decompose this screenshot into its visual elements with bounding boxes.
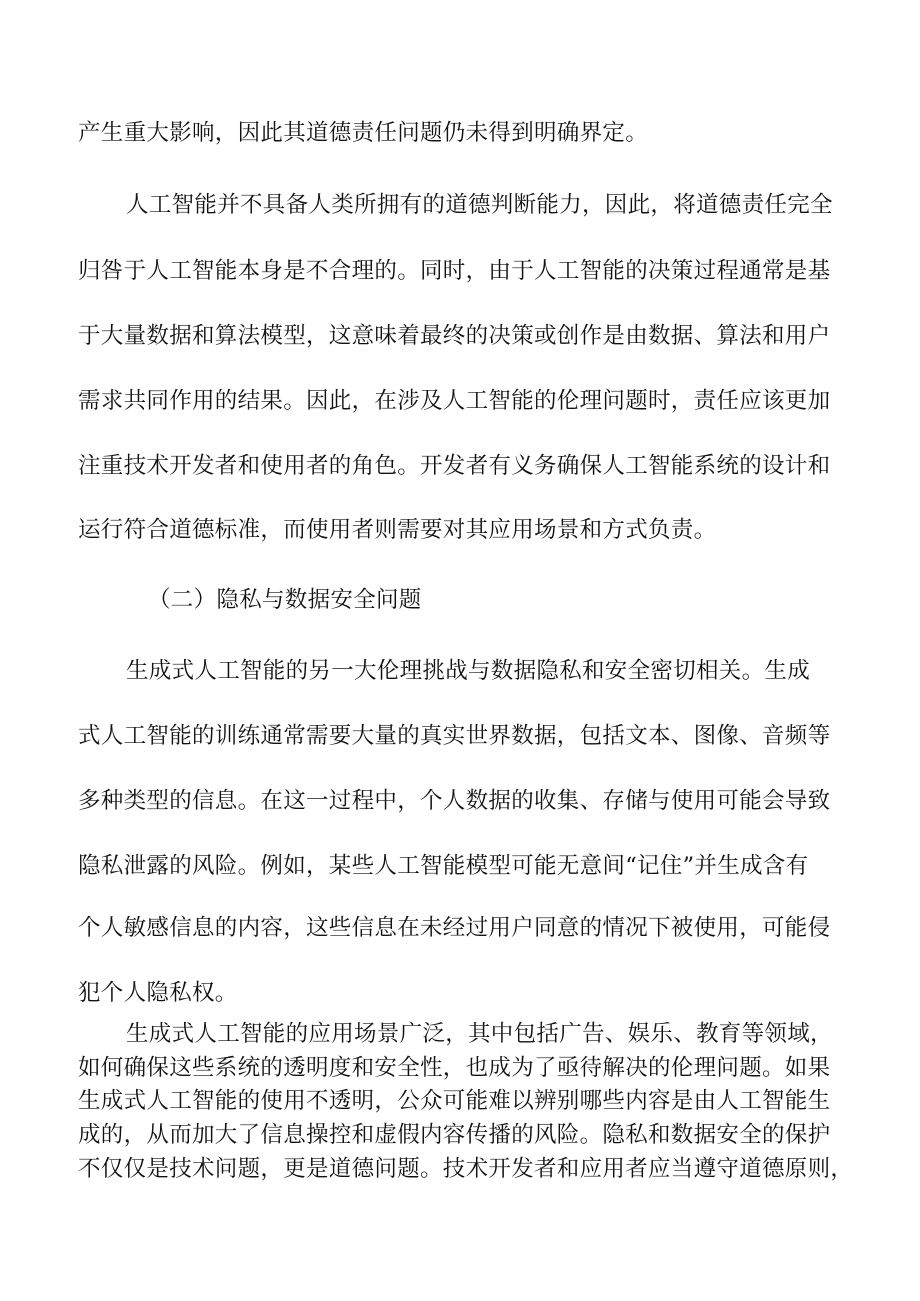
paragraph-line: 归咎于人工智能本身是不合理的。同时，由于人工智能的决策过程通常是基 <box>78 258 831 284</box>
paragraph-line: 生成式人工智能的另一大伦理挑战与数据隐私和安全密切相关。生成 <box>126 658 811 684</box>
paragraph-line: 如何确保这些系统的透明度和安全性，也成为了亟待解决的伦理问题。如果 <box>78 1055 831 1081</box>
paragraph-line: 生成式人工智能的使用不透明，公众可能难以辨别哪些内容是由人工智能生 <box>78 1088 831 1114</box>
paragraph-line: 隐私泄露的风险。例如，某些人工智能模型可能无意间“记住”并生成含有 <box>78 853 809 879</box>
paragraph-line: 个人敏感信息的内容，这些信息在未经过用户同意的情况下被使用，可能侵 <box>78 915 831 941</box>
section-heading: （二）隐私与数据安全问题 <box>148 587 422 613</box>
paragraph-line: 成的，从而加大了信息操控和虚假内容传播的风险。隐私和数据安全的保护 <box>78 1122 831 1148</box>
paragraph-line: 人工智能并不具备人类所拥有的道德判断能力，因此，将道德责任完全 <box>126 192 833 218</box>
paragraph-line: 注重技术开发者和使用者的角色。开发者有义务确保人工智能系统的设计和 <box>78 453 831 479</box>
paragraph-line: 运行符合道德标准，而使用者则需要对其应用场景和方式负责。 <box>78 517 717 543</box>
paragraph-line: 生成式人工智能的应用场景广泛，其中包括广告、娱乐、教育等领域， <box>126 1021 833 1047</box>
paragraph-line: 式人工智能的训练通常需要大量的真实世界数据，包括文本、图像、音频等 <box>78 723 831 749</box>
paragraph-line: 犯个人隐私权。 <box>78 980 238 1006</box>
paragraph-line: 不仅仅是技术问题，更是道德问题。技术开发者和应用者应当遵守道德原则， <box>78 1156 854 1182</box>
paragraph-line: 产生重大影响，因此其道德责任问题仍未得到明确界定。 <box>78 120 649 146</box>
paragraph-line: 需求共同作用的结果。因此，在涉及人工智能的伦理问题时，责任应该更加 <box>78 388 831 414</box>
paragraph-line: 于大量数据和算法模型，这意味着最终的决策或创作是由数据、算法和用户 <box>78 323 831 349</box>
paragraph-line: 多种类型的信息。在这一过程中，个人数据的收集、存储与使用可能会导致 <box>78 788 831 814</box>
